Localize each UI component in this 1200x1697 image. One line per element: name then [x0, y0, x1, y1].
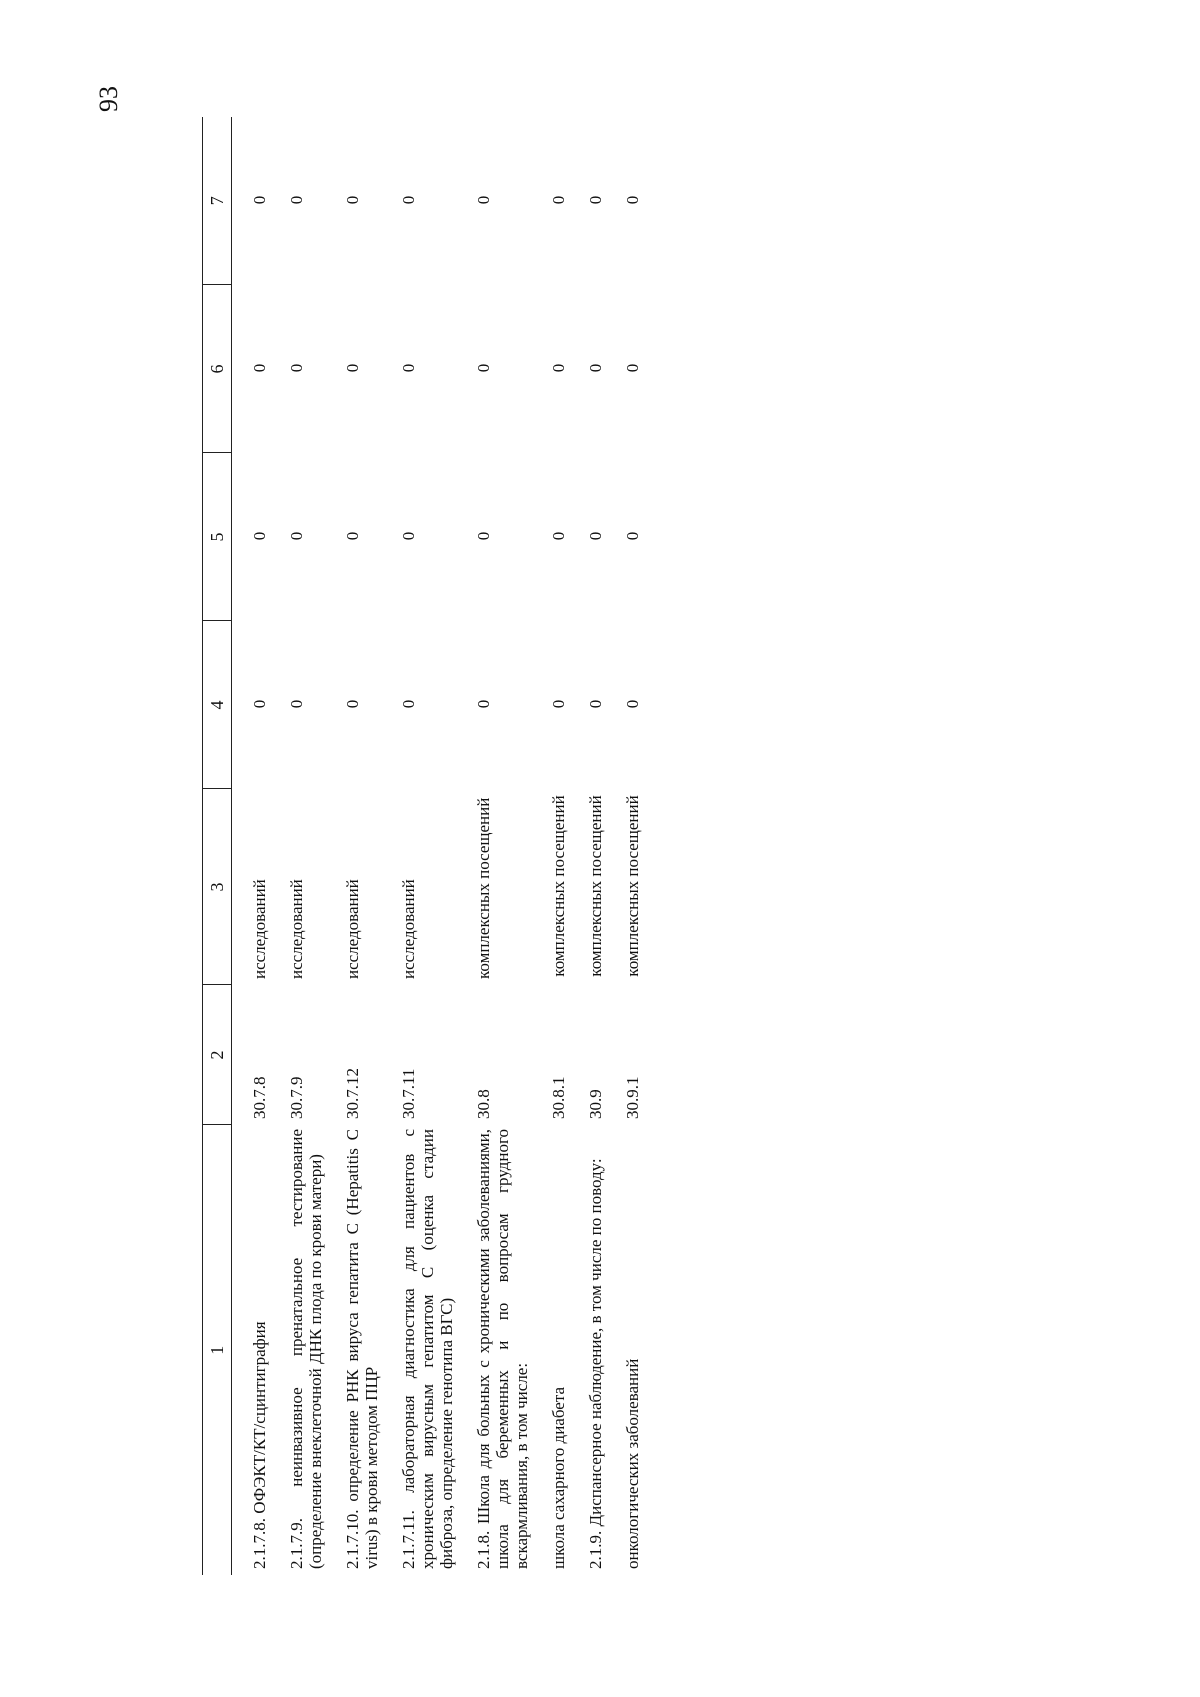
row-label: 2.1.7.11. лабораторная диагностика для пациентов с хроническим вирусным гепатитом С (оценка стадии фиброза, определение генотипа ВГС)	[399, 1129, 457, 1569]
table-row	[232, 117, 270, 1575]
column-header: 2	[203, 985, 232, 1125]
value-cell: 0	[287, 531, 307, 541]
value-cell: 0	[549, 531, 569, 541]
value-cell: 0	[549, 195, 569, 205]
row-unit: комплексных посещений	[586, 795, 606, 977]
row-code: 30.8	[474, 1089, 494, 1119]
value-cell: 0	[623, 195, 643, 205]
value-cell: 0	[474, 699, 494, 709]
value-cell: 0	[399, 531, 419, 541]
value-cell: 0	[250, 363, 269, 373]
value-cell: 0	[343, 699, 363, 709]
row-label: 2.1.8. Школа для больных с хроническими заболеваниями, школа для беременных и по вопросам грудного вскармливания, в том числе:	[474, 1129, 532, 1569]
value-cell: 0	[250, 195, 269, 205]
column-header: 1	[203, 1125, 232, 1575]
value-cell: 0	[287, 699, 307, 709]
value-cell: 0	[586, 531, 606, 541]
row-label: 2.1.7.10. определение РНК вируса гепатита С (Hepatitis C virus) в крови методом ПЦР	[343, 1129, 382, 1569]
row-unit: исследований	[287, 879, 307, 979]
value-cell: 0	[250, 699, 269, 709]
value-cell: 0	[250, 531, 269, 541]
column-header: 6	[203, 285, 232, 453]
row-code: 30.8.1	[549, 1076, 569, 1119]
value-cell: 0	[474, 363, 494, 373]
row-label: онкологических заболеваний	[623, 1358, 643, 1569]
value-cell: 0	[343, 363, 363, 373]
value-cell: 0	[399, 363, 419, 373]
value-cell: 0	[549, 363, 569, 373]
value-cell: 0	[399, 699, 419, 709]
data-table	[202, 117, 642, 1575]
row-code: 30.9.1	[623, 1076, 643, 1119]
table-row	[269, 117, 325, 1575]
table-header-row	[203, 117, 232, 1575]
column-header: 4	[203, 621, 232, 789]
table-row	[568, 117, 605, 1575]
row-unit: исследований	[343, 879, 363, 979]
value-cell: 0	[623, 363, 643, 373]
table-row	[325, 117, 381, 1575]
value-cell: 0	[623, 699, 643, 709]
row-code: 30.9	[586, 1089, 606, 1119]
table-row	[456, 117, 531, 1575]
page-number: 93	[94, 86, 123, 112]
value-cell: 0	[474, 195, 494, 205]
row-code: 30.7.9	[287, 1076, 307, 1119]
table-row	[605, 117, 642, 1575]
value-cell: 0	[399, 195, 419, 205]
row-code: 30.7.8	[250, 1076, 269, 1119]
value-cell: 0	[343, 195, 363, 205]
row-code: 30.7.11	[399, 1068, 419, 1119]
row-unit: исследований	[399, 879, 419, 979]
value-cell: 0	[623, 531, 643, 541]
rotated-page-content	[202, 117, 1002, 1575]
value-cell: 0	[586, 363, 606, 373]
row-unit: исследований	[250, 879, 269, 979]
row-unit: комплексных посещений	[623, 795, 643, 977]
table-row	[381, 117, 456, 1575]
value-cell: 0	[287, 195, 307, 205]
column-header: 7	[203, 117, 232, 285]
row-unit: комплексных посещений	[549, 795, 569, 977]
row-label: 2.1.7.8. ОФЭКТ/КТ/сцинтиграфия	[250, 1321, 269, 1569]
value-cell: 0	[343, 531, 363, 541]
value-cell: 0	[586, 195, 606, 205]
column-header: 3	[203, 789, 232, 985]
value-cell: 0	[549, 699, 569, 709]
column-header: 5	[203, 453, 232, 621]
value-cell: 0	[474, 531, 494, 541]
table-row	[531, 117, 568, 1575]
row-label: школа сахарного диабета	[549, 1386, 569, 1569]
value-cell: 0	[287, 363, 307, 373]
row-label: 2.1.7.9. неинвазивное пренатальное тестирование (определение внеклеточной ДНК плода по крови матери)	[287, 1129, 326, 1569]
row-code: 30.7.12	[343, 1068, 363, 1119]
row-unit: комплексных посещений	[474, 797, 494, 979]
value-cell: 0	[586, 699, 606, 709]
row-label: 2.1.9. Диспансерное наблюдение, в том числе по поводу:	[586, 1158, 606, 1569]
